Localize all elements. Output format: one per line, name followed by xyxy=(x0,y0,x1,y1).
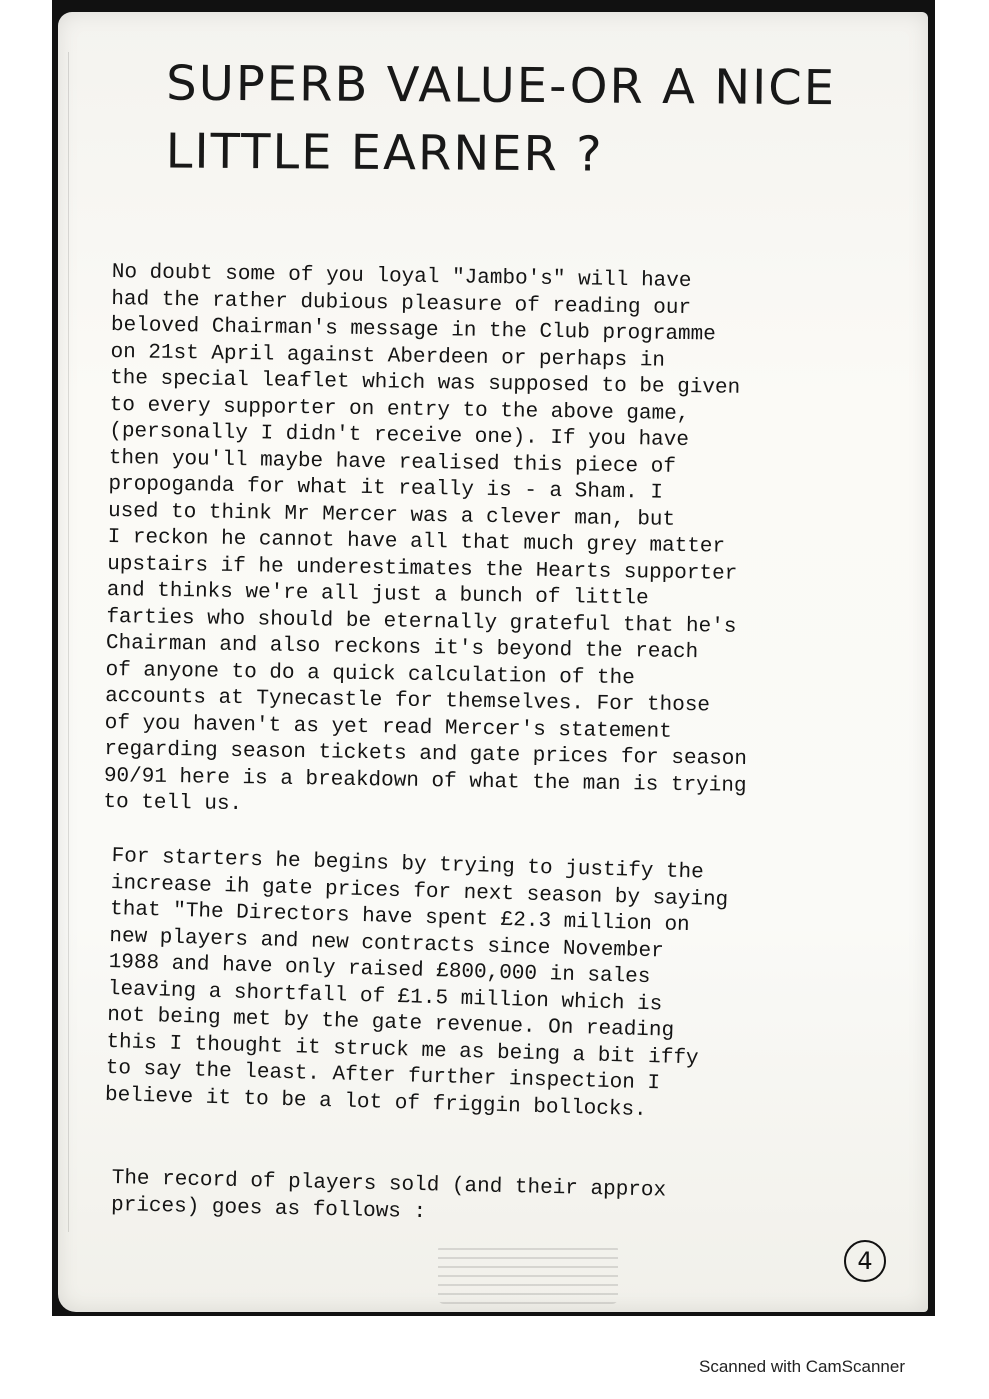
body-paragraph-2: For starters he begins by trying to justify the increase ih gate prices for next season by saying that "The Directors have spent £2.3 million on new players and new contracts since November 1988 and have only raised £800,000 in sales leaving a shortfall of £1.5 million which is not being met by the gate revenue. On reading this I thought it struck me as being a bit iffy to say the least. After further inspection I believe it to be a lot of friggin bollocks. xyxy=(104,844,729,1122)
bleed-through-marks xyxy=(438,1244,618,1304)
scanner-watermark: Scanned with CamScanner xyxy=(698,1357,905,1376)
page-fold-line xyxy=(68,52,69,1232)
page-number: 4 xyxy=(844,1240,886,1282)
document-page xyxy=(58,12,928,1312)
body-paragraph-1: No doubt some of you loyal "Jambo's" will have had the rather dubious pleasure of reading our beloved Chairman's message in the Club programme on 21st April against Aberdeen or perhaps in the special leaflet which was supposed to be given to every supporter on entry to the above game, (personally I didn't receive one). If you have then you'll maybe have realised this piece of propoganda for what it really is - a Sham. I used to think Mr Mercer was a clever man, but I reckon he cannot have all that much grey matter upstairs if he underestimates the Hearts supporter and thinks we're all just a bunch of little farties who should be eternally grateful that he's Chairman and also reckons it's beyond the reach of anyone to do a quick calculation of the accounts at Tynecastle for themselves. For those of you haven't as yet read Mercer's statement regarding season tickets and gate prices for season 90/91 here is a breakdown of what the man is trying to tell us. xyxy=(103,260,748,817)
body-paragraph-3: The record of players sold (and their approx prices) goes as follows : xyxy=(110,1166,667,1224)
page-title: SUPERB VALUE-OR A NICE LITTLE EARNER ? xyxy=(165,55,837,183)
